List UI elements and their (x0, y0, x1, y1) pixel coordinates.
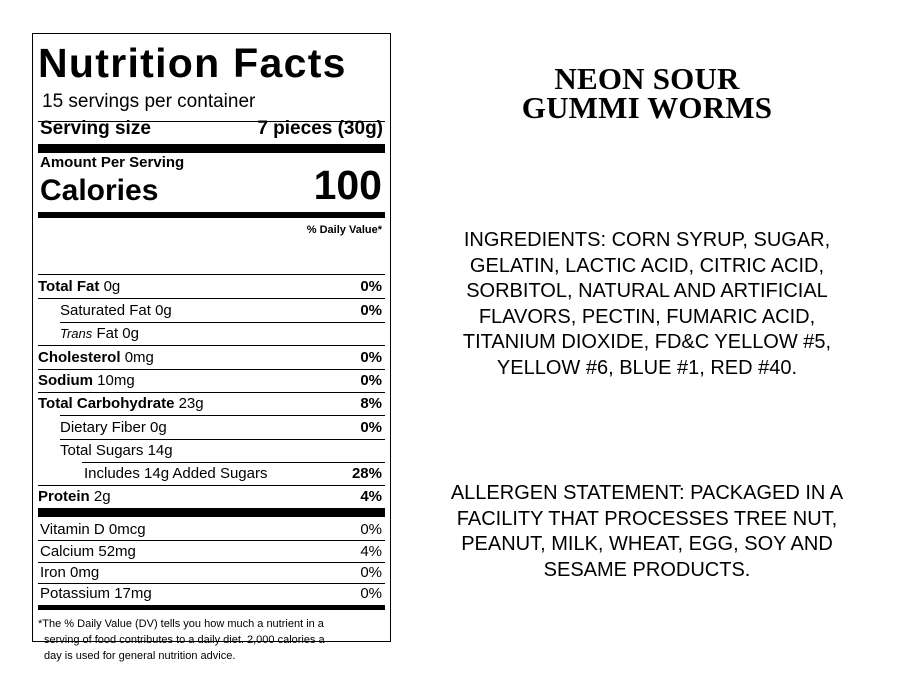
vitamin-amount: 17mg (114, 585, 152, 602)
nutrient-dv: 0% (360, 419, 382, 436)
nutrition-facts-panel (32, 33, 391, 662)
serving-size-row (40, 117, 383, 141)
calories-value: 100 (313, 162, 382, 208)
nutrient-name: Total Fat (38, 278, 100, 295)
nutrient-name: Total Sugars (60, 442, 144, 459)
nutrient-amount: 23g (178, 395, 204, 412)
nutrient-name: Sodium (38, 372, 93, 389)
ingredients-line: INGREDIENTS: CORN SYRUP, SUGAR, (463, 229, 831, 251)
nutrient-row-total-carbohydrate (38, 392, 385, 415)
vitamin-name: Calcium (40, 543, 95, 560)
nutrient-dv: 0% (360, 302, 382, 319)
nutrient-amount: 0g (103, 278, 121, 295)
vitamin-dv: 4% (360, 543, 382, 560)
vitamin-name: Iron (40, 564, 66, 581)
servings-per-container: 15 servings per container (42, 91, 256, 112)
daily-value-header: % Daily Value* (306, 224, 382, 236)
nutrient-dv: 28% (351, 465, 382, 482)
nutrient-dv: 0% (360, 372, 382, 389)
nutrient-name: Cholesterol (38, 349, 121, 366)
nutrient-row-cholesterol (38, 346, 385, 369)
nutrient-row-total-sugars (38, 439, 385, 462)
amount-per-serving: Amount Per Serving (40, 154, 185, 171)
nutrient-row-added-sugars (38, 462, 385, 485)
vitamin-amount: 52mg (98, 543, 136, 560)
ingredients-line: GELATIN, LACTIC ACID, CITRIC ACID, (469, 254, 825, 277)
serving-size-value: 7 pieces (30g) (257, 118, 383, 139)
vitamin-amount: 0mg (70, 564, 100, 581)
serving-size-label: Serving size (40, 118, 151, 139)
daily-value-footnote (38, 616, 382, 664)
allergen-statement (416, 481, 878, 583)
nutrient-name: Protein (38, 488, 90, 505)
product-title (497, 61, 797, 125)
allergen-line: SESAME PRODUCTS. (543, 558, 751, 581)
medium-divider (38, 212, 385, 218)
footnote-line: *The % Daily Value (DV) tells you how much a nutrient in a (38, 618, 324, 630)
nutrient-name: Saturated Fat (60, 302, 151, 319)
nutrient-amount: 2g (93, 488, 111, 505)
nutrient-row-total-fat (38, 275, 385, 298)
nutrient-name: Total Carbohydrate (38, 395, 175, 412)
thick-divider (38, 508, 385, 517)
nutrient-amount: 0mg (124, 349, 154, 366)
ingredients-line: YELLOW #6, BLUE #1, RED #40. (496, 356, 798, 379)
medium-divider (38, 605, 385, 610)
vitamin-dv: 0% (360, 564, 382, 581)
nutrient-row-dietary-fiber (38, 416, 385, 439)
vitamin-name: Potassium (40, 585, 111, 602)
nutrient-name: Dietary Fiber (60, 419, 146, 436)
nutrient-dv: 4% (360, 488, 382, 505)
vitamin-dv: 0% (360, 521, 382, 538)
nutrient-row-protein (38, 485, 385, 508)
ingredients-line: TITANIUM DIOXIDE, FD&C YELLOW #5, (462, 331, 832, 353)
nutrient-name: Fat (96, 325, 119, 342)
nutrient-amount: 0g (150, 419, 167, 436)
nutrient-row-sodium (38, 369, 385, 392)
vitamin-name: Vitamin D (40, 521, 105, 538)
ingredients-statement (436, 228, 858, 381)
nutrient-row-trans-fat (38, 322, 385, 345)
nutrition-facts-title: Nutrition Facts (38, 40, 347, 86)
nutrient-amount: 0g (155, 302, 172, 319)
vitamin-row-vitamin-d (38, 518, 385, 541)
allergen-line: PEANUT, MILK, WHEAT, EGG, SOY AND (461, 533, 833, 555)
allergen-line: ALLERGEN STATEMENT: PACKAGED IN A (450, 482, 844, 504)
nutrient-dv: 0% (360, 278, 382, 295)
footnote-line: day is used for general nutrition advice. (44, 650, 236, 662)
vitamin-amount: 0mcg (108, 521, 146, 538)
ingredients-line: SORBITOL, NATURAL AND ARTIFICIAL (466, 280, 828, 302)
vitamin-dv: 0% (360, 585, 382, 602)
product-title-line: GUMMI WORMS (521, 90, 773, 125)
thick-divider (38, 144, 385, 153)
vitamin-row-iron (38, 561, 385, 584)
nutrient-dv: 8% (360, 395, 382, 412)
nutrient-name-italic: Trans (60, 326, 93, 341)
nutrient-name: Includes 14g Added Sugars (84, 465, 268, 482)
nutrient-row-saturated-fat (38, 299, 385, 322)
nutrient-amount: 0g (122, 325, 139, 342)
vitamin-row-potassium (38, 582, 385, 605)
vitamin-row-calcium (38, 540, 385, 563)
product-title-line: NEON SOUR (554, 61, 740, 96)
allergen-line: FACILITY THAT PROCESSES TREE NUT, (456, 507, 838, 530)
nutrient-dv: 0% (360, 349, 382, 366)
ingredients-line: FLAVORS, PECTIN, FUMARIC ACID, (478, 305, 816, 328)
footnote-line: serving of food contributes to a daily diet. 2,000 calories a (44, 634, 325, 646)
nutrient-amount: 10mg (97, 372, 135, 389)
calories-label: Calories (40, 174, 159, 207)
nutrient-amount: 14g (147, 442, 173, 459)
